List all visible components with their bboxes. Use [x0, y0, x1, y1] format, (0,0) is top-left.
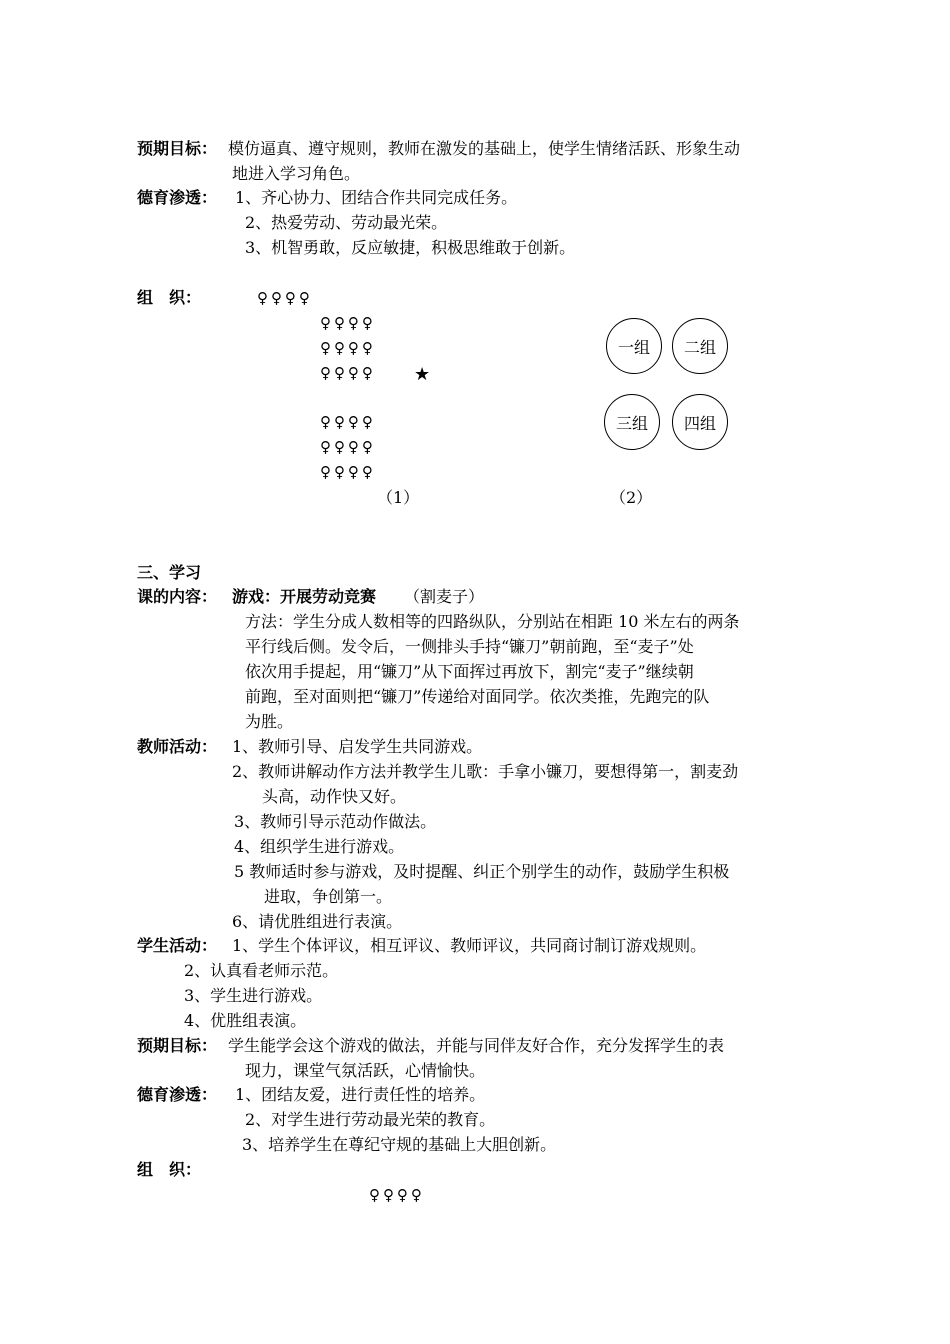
student-item: 2、认真看老师示范。: [184, 961, 339, 980]
group-label: 四组: [683, 413, 716, 433]
expect-text-1a: 模仿逼真、遵守规则，教师在激发的基础上，使学生情绪活跃、形象生动: [228, 139, 741, 158]
group-circle: [606, 318, 662, 374]
method-line: 为胜。: [245, 712, 294, 731]
formation-row: ♀♀♀♀: [320, 413, 376, 431]
moral-item: 2、对学生进行劳动最光荣的教育。: [245, 1110, 496, 1129]
method-line: 前跑，至对面则把“镰刀”传递给对面同学。依次类推，先跑完的队: [245, 687, 710, 706]
moral-item: 3、机智勇敢，反应敏捷，积极思维敢于创新。: [245, 238, 576, 257]
moral-item: 3、培养学生在尊纪守规的基础上大胆创新。: [242, 1135, 557, 1154]
teacher-item: 4、组织学生进行游戏。: [234, 837, 405, 856]
group-label: 三组: [615, 413, 648, 433]
content-label: 课的内容：: [137, 587, 218, 606]
group-circle: [604, 394, 660, 450]
moral-label-2: 德育渗透：: [137, 1085, 218, 1104]
teacher-item-cont: 进取，争创第一。: [264, 887, 393, 906]
student-item: 1、学生个体评议，相互评议、教师评议，共同商讨制订游戏规则。: [232, 936, 707, 955]
formation-row: ♀♀♀♀: [320, 438, 376, 456]
student-label: 学生活动：: [137, 936, 218, 955]
expect-label-1: 预期目标：: [137, 139, 218, 158]
method-line: 依次用手提起，用“镰刀”从下面挥过再放下，割完“麦子”继续朝: [245, 662, 694, 681]
figure-caption-2: （2）: [610, 488, 653, 507]
student-item: 4、优胜组表演。: [184, 1011, 307, 1030]
moral-item: 1、齐心协力、团结合作共同完成任务。: [235, 188, 518, 207]
org-label-2: 组 织：: [137, 1160, 202, 1179]
moral-item: 1、团结友爱，进行责任性的培养。: [235, 1085, 486, 1104]
method-line: 平行线后侧。发令后，一侧排头手持“镰刀”朝前跑，至“麦子”处: [245, 637, 694, 656]
section-heading: 三、学习: [137, 563, 202, 582]
teacher-item: 2、教师讲解动作方法并教学生儿歌：手拿小镰刀，要想得第一，割麦劲: [232, 762, 739, 781]
game-subtitle: （割麦子）: [404, 587, 485, 606]
teacher-item-cont: 头高，动作快又好。: [262, 787, 407, 806]
student-item: 3、学生进行游戏。: [184, 986, 323, 1005]
formation-row: ♀♀♀♀: [320, 463, 376, 481]
figure-caption-1: （1）: [377, 488, 420, 507]
group-label: 一组: [617, 337, 650, 357]
teacher-star-icon: ★: [414, 364, 431, 385]
method-line: 方法：学生分成人数相等的四路纵队，分别站在相距 10 米左右的两条: [245, 612, 740, 631]
teacher-item: 5 教师适时参与游戏，及时提醒、纠正个别学生的动作，鼓励学生积极: [234, 862, 730, 881]
formation-row: ♀♀♀♀: [320, 339, 376, 357]
game-title: 游戏：开展劳动竞赛: [232, 587, 377, 606]
teacher-item: 1、教师引导、启发学生共同游戏。: [232, 737, 483, 756]
formation-row: ♀♀♀♀: [320, 314, 376, 332]
expect-text-1b: 地进入学习角色。: [232, 164, 361, 183]
moral-item: 2、热爱劳动、劳动最光荣。: [245, 213, 448, 232]
teacher-item: 6、请优胜组进行表演。: [232, 912, 403, 931]
group-label: 二组: [683, 337, 716, 357]
expect-label-2: 预期目标：: [137, 1036, 218, 1055]
teacher-item: 3、教师引导示范动作做法。: [234, 812, 437, 831]
group-circle: [672, 318, 728, 374]
expect-text-2a: 学生能学会这个游戏的做法，并能与同伴友好合作，充分发挥学生的表: [228, 1036, 725, 1055]
formation-row: ♀♀♀♀: [369, 1186, 425, 1204]
formation-row: ♀♀♀♀: [320, 364, 376, 382]
formation-row: ♀♀♀♀: [257, 289, 313, 307]
moral-label-1: 德育渗透：: [137, 188, 218, 207]
expect-text-2b: 现力，课堂气氛活跃，心情愉快。: [245, 1061, 486, 1080]
group-circle: [672, 394, 728, 450]
org-label-1: 组 织：: [137, 288, 202, 307]
teacher-label: 教师活动：: [137, 737, 218, 756]
